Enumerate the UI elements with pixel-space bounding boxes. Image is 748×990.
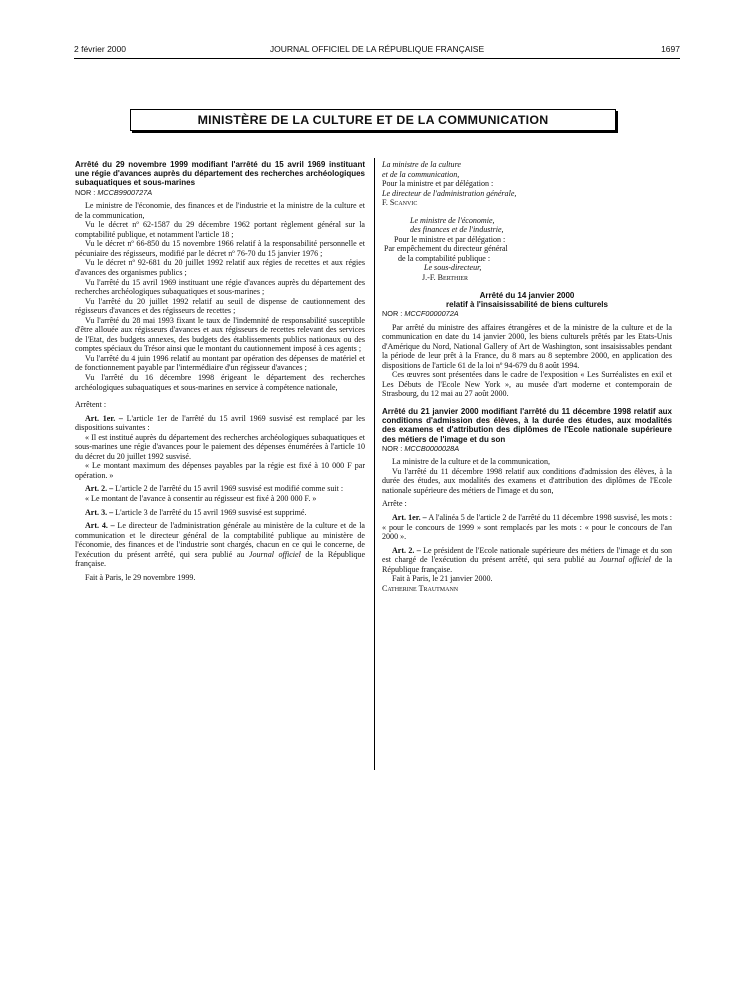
visa-paragraph: Vu l'arrêté du 15 avril 1969 instituant une régie d'avances auprès du département des recherches archéologiques subaquatiques et sous-marines ; <box>75 277 365 297</box>
fait-a-paris: Fait à Paris, le 29 novembre 1999. <box>85 572 196 582</box>
decree-title: Arrêté du 14 janvier 2000 <box>479 290 575 300</box>
article-1: Art. 1er. – A l'alinéa 5 de l'article 2 de l'arrêté du 11 décembre 1998 susvisé, les mots : « pour le concours de 1999 » sont remplacés par les mots : « pour le concours de l'an 2000 ». <box>382 512 673 542</box>
visa-paragraph: Vu le décret nº 62-1587 du 29 décembre 1962 portant règlement général sur la comptabilité publique, et notamment l'article 18 ; <box>75 220 365 239</box>
signatory-name: Catherine Trautmann <box>382 583 459 593</box>
signature-block-economy: Le ministre de l'économie, des finances et de l'industrie, Pour le ministre et par délégation : Par empêchement du directeur général de la comptabilité publique : Le sous-directeur, J.-F. Berthier <box>384 215 508 283</box>
body-paragraph: Par arrêté du ministre des affaires étrangères et de la ministre de la culture et de la communication en date du 14 janvier 2000, les biens culturels prêtés par les Etats-Unis d'Amérique du Nord, National Gallery of Art de Washington, sont insaisissables pendant la période de leur prêt à la France, du 8 mars au 8 septembre 2000, en application des dispositions de l'article 61 de la loi nº 94-679 du 8 août 1994. <box>382 322 672 370</box>
signatory-name: F. Scanvic <box>382 198 418 208</box>
arrete-heading: Arrête : <box>382 499 407 509</box>
nor-label: NOR : <box>75 187 96 197</box>
header-date: 2 février 2000 <box>74 44 126 54</box>
article-label: Art. 3. – <box>85 507 114 517</box>
body-paragraph: La ministre de la culture et de la communication, <box>392 457 550 467</box>
visa-paragraph: Vu l'arrêté du 20 juillet 1992 relatif au seuil de dispense de cautionnement des régisseurs d'avances et des régisseurs de recettes ; <box>75 296 365 316</box>
fait-a-paris: Fait à Paris, le 21 janvier 2000. <box>392 574 493 584</box>
article-label: Art. 4. – <box>85 521 115 531</box>
header-rule <box>74 58 680 59</box>
nor-reference <box>75 188 365 198</box>
article-2: Art. 2. – Le président de l'Ecole nationale supérieure des métiers de l'image et du son est chargé de l'exécution du présent arrêté, qui sera publié au Journal officiel de la République française. <box>382 545 673 574</box>
article-label: Art. 2. – <box>392 545 421 555</box>
ministry-banner: MINISTÈRE DE LA CULTURE ET DE LA COMMUNICATION <box>130 109 616 131</box>
visa-paragraph: Le ministre de l'économie, des finances et de l'industrie et la ministre de la culture et de la communication, <box>75 201 365 220</box>
article-4: Art. 4. – Le directeur de l'administration générale au ministère de la culture et de la communication et le directeur général de la comptabilité publique au ministère de l'économie, des finances et de l'industrie sont chargés, chacun en ce qui le concerne, de l'exécution du présent arrêté, qui sera publié au Journal officiel de la République française. <box>75 521 366 569</box>
page-header <box>74 44 680 56</box>
arretent-heading: Arrêtent : <box>75 400 107 410</box>
article-1-quote: « Le montant maximum des dépenses payables par la régie est fixé à 10 000 F par opération. » <box>75 461 365 480</box>
column-separator <box>374 158 375 770</box>
article-label: Art. 1er. – <box>392 512 427 522</box>
right-column <box>382 160 672 593</box>
decree-title: relatif à l'insaisissabilité de biens culturels <box>446 299 608 309</box>
article-1-quote: « Il est institué auprès du département des recherches archéologiques subaquatiques et sous-marines une régie d'avances pour le paiement des dépenses énumérées à l'article 10 du décret du 20 juillet 1992 susvisé. <box>75 432 365 461</box>
header-journal-title: JOURNAL OFFICIEL DE LA RÉPUBLIQUE FRANÇAISE <box>269 44 485 54</box>
signatory-name: J.-F. Berthier <box>422 273 469 283</box>
visa-paragraph: Vu l'arrêté du 4 juin 1996 relatif au montant par opération des dépenses de matériel et de fonctionnement payable par l'intermédiaire d'un régisseur d'avances ; <box>75 353 365 373</box>
header-page-number: 1697 <box>661 44 680 54</box>
left-column <box>75 160 365 582</box>
nor-code: MCCB9900727A <box>97 187 153 197</box>
nor-reference: NOR : MCCB0000028A <box>382 443 460 453</box>
visa-paragraph: Vu l'arrêté du 16 décembre 1998 érigeant le département des recherches archéologiques subaquatiques et sous-marines en service à compétence nationale, <box>75 373 365 392</box>
visa-paragraph: Vu l'arrêté du 28 mai 1993 fixant le taux de l'indemnité de responsabilité susceptible d'être allouée aux régisseurs d'avances et aux régisseurs de recettes relevant des services de l'Etat, des budgets annexes, des budgets des établissements publics nationaux ou des comptes spéciaux du Trésor ainsi que le montant du cautionnement imposé à ces agents ; <box>75 315 365 354</box>
article-1: Art. 1er. – L'article 1er de l'arrêté du 15 avril 1969 susvisé est remplacé par les dispositions suivantes : <box>75 413 366 433</box>
article-3: Art. 3. – L'article 3 de l'arrêté du 15 avril 1969 susvisé est supprimé. <box>85 507 307 517</box>
nor-reference: NOR : MCCF0000072A <box>382 308 459 318</box>
visa-paragraph: Vu l'arrêté du 11 décembre 1998 relatif aux conditions d'admission des élèves, à la durée des études, aux modalités des examens et d'attribution des diplômes de l'Ecole nationale supérieure des métiers de l'image et du son, <box>382 466 672 495</box>
visa-paragraph: Vu le décret nº 66-850 du 15 novembre 1966 relatif à la responsabilité personnelle et pécuniaire des régisseurs, modifié par le décret nº 76-70 du 15 janvier 1976 ; <box>75 239 365 258</box>
body-paragraph: Ces œuvres sont présentées dans le cadre de l'exposition « Les Surréalistes en exil et Les Débuts de l'Ecole New York », au musée d'art moderne et contemporain de Strasbourg, du 12 mai au 27 août 2000. <box>382 370 672 399</box>
signature-block-culture: La ministre de la culture et de la communication, Pour la ministre et par délégation : Le directeur de l'administration générale, F. Scanvic <box>382 160 517 208</box>
article-2: Art. 2. – L'article 2 de l'arrêté du 15 avril 1969 susvisé est modifié comme suit : <box>85 484 344 494</box>
decree-title: Arrêté du 29 novembre 1999 modifiant l'arrêté du 15 avril 1969 instituant une régie d'avances auprès du département des recherches archéologiques subaquatiques et sous-marines <box>75 160 365 188</box>
visa-paragraph: Vu le décret nº 92-681 du 20 juillet 1992 relatif aux régies de recettes et aux régies d'avances des organismes publics ; <box>75 258 365 277</box>
article-2-quote: « Le montant de l'avance à consentir au régisseur est fixé à 200 000 F. » <box>85 494 317 504</box>
article-label: Art. 2. – <box>85 484 114 494</box>
decree-title: Arrêté du 21 janvier 2000 modifiant l'arrêté du 11 décembre 1998 relatif aux conditions d'admission des élèves, à la durée des études, aux modalités des examens et d'attribution des diplômes de l'Ecole nationale supérieure des métiers de l'image et du son <box>382 406 672 444</box>
article-label: Art. 1er. – <box>85 413 123 423</box>
